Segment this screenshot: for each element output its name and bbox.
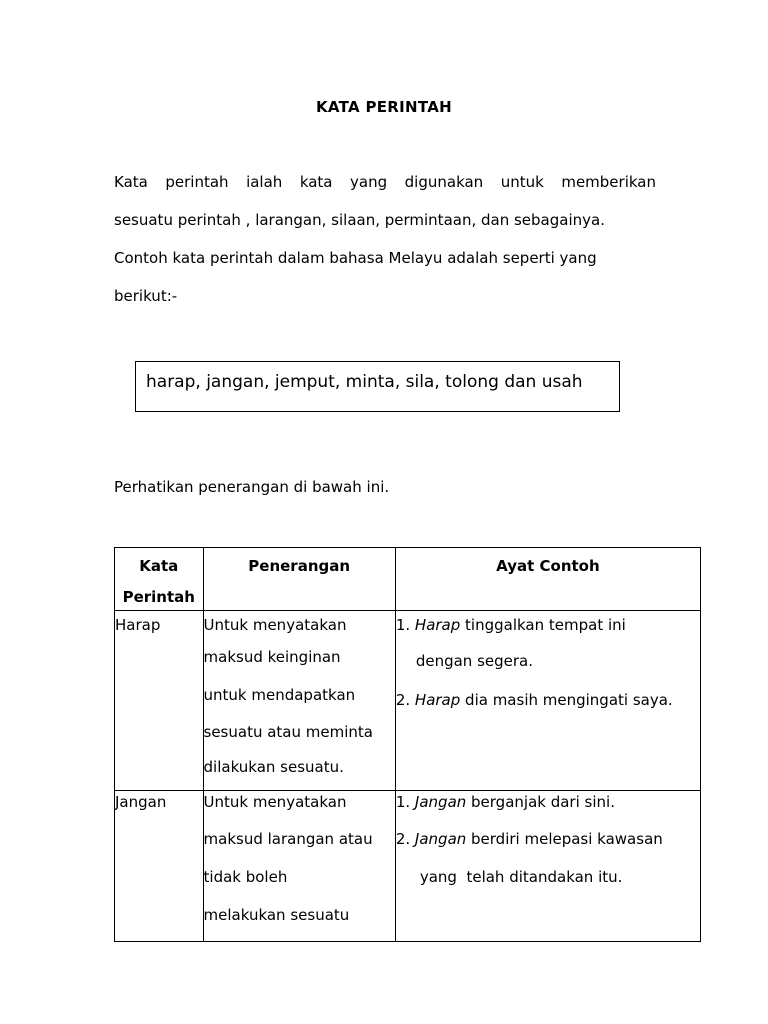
intro-line: berikut:- — [114, 287, 178, 305]
example-sentence — [396, 611, 700, 639]
example-keyword: Jangan — [414, 830, 467, 848]
cell-ayat-contoh — [395, 611, 700, 791]
penerangan-line: Untuk menyatakan — [203, 616, 347, 634]
penerangan-line: melakukan sesuatu — [203, 906, 350, 924]
example-sentence — [396, 683, 700, 717]
intro-line: Contoh kata perintah dalam bahasa Melayu adalah seperti yang — [114, 249, 597, 267]
example-text: dia masih mengingati saya. — [460, 691, 673, 709]
example-keyword: Jangan — [414, 793, 467, 811]
example-continuation: yang telah ditandakan itu. — [419, 868, 623, 886]
command-words-box — [135, 361, 620, 412]
example-number: 2. — [395, 830, 415, 848]
penerangan-line: Untuk menyatakan — [203, 793, 347, 811]
penerangan-line: dilakukan sesuatu. — [203, 757, 344, 776]
example-number: 1. — [395, 793, 415, 811]
command-words-table — [114, 547, 701, 942]
example-keyword: Harap — [414, 691, 461, 709]
table-row — [115, 611, 701, 791]
example-text: tinggalkan tempat ini — [460, 616, 626, 634]
header-text: Kata — [139, 557, 179, 575]
cell-ayat-contoh — [395, 791, 700, 942]
example-keyword: Harap — [414, 616, 461, 634]
header-ayat-contoh: Ayat Contoh — [395, 548, 700, 611]
table-intro-note: Perhatikan penerangan di bawah ini. — [114, 478, 390, 496]
penerangan-line: untuk mendapatkan — [203, 685, 356, 704]
example-number: 2. — [395, 691, 415, 709]
cell-penerangan — [203, 611, 395, 791]
header-text: Perintah — [122, 588, 195, 606]
example-continuation: dengan segera. — [415, 652, 533, 670]
command-words-list: harap, jangan, jemput, minta, sila, tolong dan usah — [146, 372, 583, 392]
penerangan-line: maksud larangan atau — [203, 830, 373, 848]
header-penerangan: Penerangan — [203, 548, 395, 611]
table-header-row — [115, 548, 701, 611]
header-kata-perintah — [115, 548, 204, 611]
page-title: KATA PERINTAH — [315, 98, 453, 116]
penerangan-line: tidak boleh — [203, 868, 288, 886]
intro-line: Kata perintah ialah kata yang digunakan untuk memberikan — [114, 173, 656, 191]
example-text: berganjak dari sini. — [466, 793, 615, 811]
example-sentence — [396, 813, 700, 865]
example-number: 1. — [395, 616, 415, 634]
cell-kata: Jangan — [115, 791, 204, 942]
table-row — [115, 791, 701, 942]
cell-kata: Harap — [115, 611, 204, 791]
penerangan-line: sesuatu atau meminta — [203, 723, 373, 741]
intro-line: sesuatu perintah , larangan, silaan, permintaan, dan sebagainya. — [114, 211, 605, 229]
cell-penerangan — [203, 791, 395, 942]
example-text: berdiri melepasi kawasan — [466, 830, 663, 848]
penerangan-line: maksud keinginan — [203, 648, 341, 666]
example-sentence — [396, 791, 700, 813]
